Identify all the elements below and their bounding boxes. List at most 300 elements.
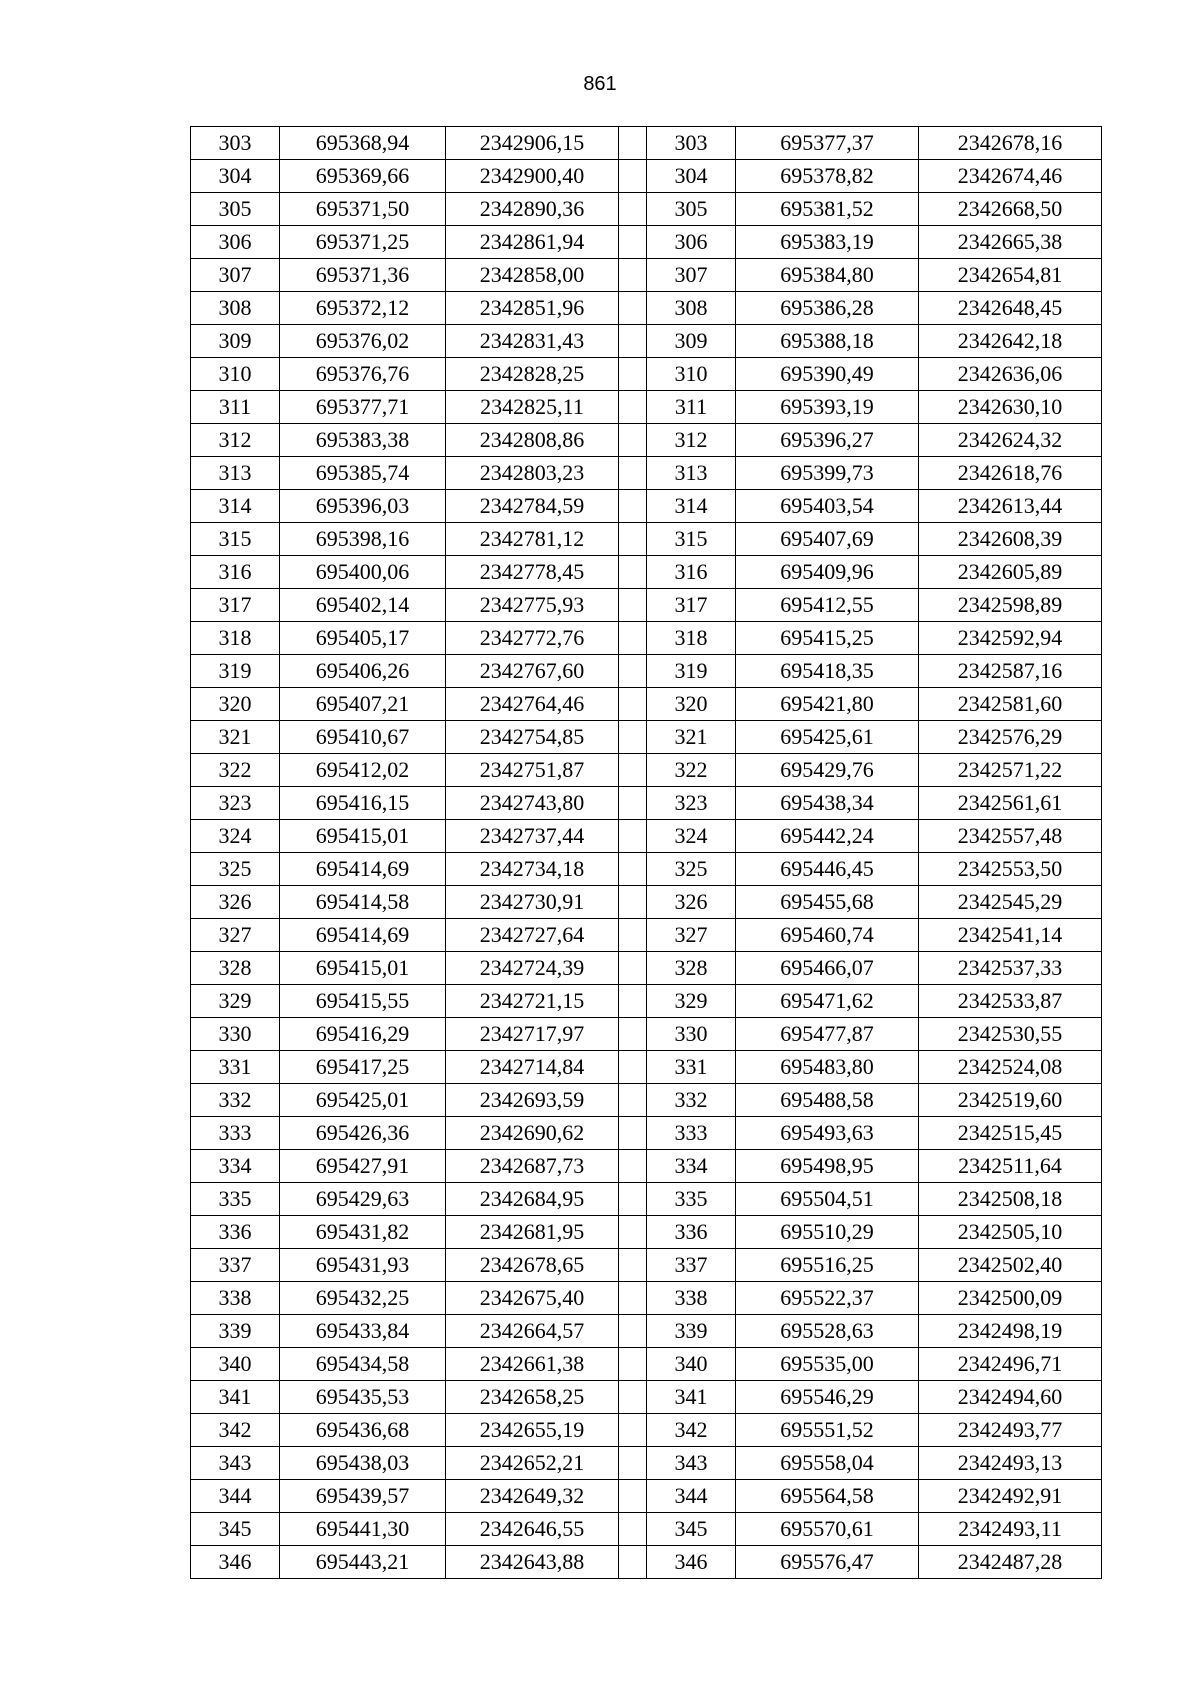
- right-y-coordinate-cell: 2342511,64: [919, 1150, 1102, 1183]
- left-point-number-cell: 335: [191, 1183, 280, 1216]
- left-x-coordinate-cell: 695369,66: [280, 160, 446, 193]
- right-y-coordinate-cell: 2342498,19: [919, 1315, 1102, 1348]
- right-point-number-cell: 313: [647, 457, 736, 490]
- right-y-coordinate-cell: 2342668,50: [919, 193, 1102, 226]
- right-point-number-cell: 346: [647, 1546, 736, 1579]
- right-point-number-cell: 342: [647, 1414, 736, 1447]
- right-point-number-cell: 306: [647, 226, 736, 259]
- left-x-coordinate-cell: 695417,25: [280, 1051, 446, 1084]
- left-x-coordinate-cell: 695415,01: [280, 820, 446, 853]
- right-y-coordinate-cell: 2342571,22: [919, 754, 1102, 787]
- right-y-coordinate-cell: 2342533,87: [919, 985, 1102, 1018]
- right-point-number-cell: 305: [647, 193, 736, 226]
- left-y-coordinate-cell: 2342890,36: [446, 193, 619, 226]
- right-y-coordinate-cell: 2342598,89: [919, 589, 1102, 622]
- left-point-number-cell: 346: [191, 1546, 280, 1579]
- left-point-number-cell: 339: [191, 1315, 280, 1348]
- left-y-coordinate-cell: 2342721,15: [446, 985, 619, 1018]
- table-row: [191, 1315, 1102, 1348]
- table-row: [191, 919, 1102, 952]
- table-row: [191, 1480, 1102, 1513]
- right-point-number-cell: 307: [647, 259, 736, 292]
- blank-separator-cell: [619, 1381, 647, 1414]
- right-point-number-cell: 330: [647, 1018, 736, 1051]
- table-row: [191, 391, 1102, 424]
- left-point-number-cell: 307: [191, 259, 280, 292]
- blank-separator-cell: [619, 1348, 647, 1381]
- left-y-coordinate-cell: 2342906,15: [446, 127, 619, 160]
- table-row: [191, 1381, 1102, 1414]
- right-x-coordinate-cell: 695522,37: [736, 1282, 919, 1315]
- left-point-number-cell: 309: [191, 325, 280, 358]
- table-row: [191, 358, 1102, 391]
- left-point-number-cell: 317: [191, 589, 280, 622]
- right-y-coordinate-cell: 2342519,60: [919, 1084, 1102, 1117]
- left-x-coordinate-cell: 695372,12: [280, 292, 446, 325]
- left-point-number-cell: 312: [191, 424, 280, 457]
- right-y-coordinate-cell: 2342487,28: [919, 1546, 1102, 1579]
- right-x-coordinate-cell: 695381,52: [736, 193, 919, 226]
- blank-separator-cell: [619, 325, 647, 358]
- left-x-coordinate-cell: 695435,53: [280, 1381, 446, 1414]
- table-row: [191, 655, 1102, 688]
- table-row: [191, 424, 1102, 457]
- blank-separator-cell: [619, 787, 647, 820]
- table-row: [191, 985, 1102, 1018]
- table-row: [191, 1414, 1102, 1447]
- right-point-number-cell: 309: [647, 325, 736, 358]
- left-x-coordinate-cell: 695414,69: [280, 853, 446, 886]
- right-point-number-cell: 343: [647, 1447, 736, 1480]
- left-y-coordinate-cell: 2342808,86: [446, 424, 619, 457]
- table-row: [191, 127, 1102, 160]
- left-x-coordinate-cell: 695383,38: [280, 424, 446, 457]
- table-row: [191, 622, 1102, 655]
- left-x-coordinate-cell: 695429,63: [280, 1183, 446, 1216]
- left-point-number-cell: 314: [191, 490, 280, 523]
- right-y-coordinate-cell: 2342624,32: [919, 424, 1102, 457]
- left-y-coordinate-cell: 2342775,93: [446, 589, 619, 622]
- left-x-coordinate-cell: 695439,57: [280, 1480, 446, 1513]
- left-x-coordinate-cell: 695443,21: [280, 1546, 446, 1579]
- left-y-coordinate-cell: 2342784,59: [446, 490, 619, 523]
- table-row: [191, 226, 1102, 259]
- left-point-number-cell: 311: [191, 391, 280, 424]
- left-y-coordinate-cell: 2342825,11: [446, 391, 619, 424]
- right-point-number-cell: 334: [647, 1150, 736, 1183]
- blank-separator-cell: [619, 1018, 647, 1051]
- left-point-number-cell: 316: [191, 556, 280, 589]
- blank-separator-cell: [619, 490, 647, 523]
- blank-separator-cell: [619, 1414, 647, 1447]
- left-x-coordinate-cell: 695438,03: [280, 1447, 446, 1480]
- table-row: [191, 1513, 1102, 1546]
- left-point-number-cell: 303: [191, 127, 280, 160]
- left-point-number-cell: 306: [191, 226, 280, 259]
- blank-separator-cell: [619, 1084, 647, 1117]
- blank-separator-cell: [619, 292, 647, 325]
- left-x-coordinate-cell: 695433,84: [280, 1315, 446, 1348]
- right-point-number-cell: 318: [647, 622, 736, 655]
- left-y-coordinate-cell: 2342727,64: [446, 919, 619, 952]
- left-point-number-cell: 322: [191, 754, 280, 787]
- left-x-coordinate-cell: 695416,29: [280, 1018, 446, 1051]
- right-x-coordinate-cell: 695528,63: [736, 1315, 919, 1348]
- left-y-coordinate-cell: 2342737,44: [446, 820, 619, 853]
- blank-separator-cell: [619, 589, 647, 622]
- right-x-coordinate-cell: 695504,51: [736, 1183, 919, 1216]
- left-point-number-cell: 342: [191, 1414, 280, 1447]
- left-point-number-cell: 318: [191, 622, 280, 655]
- table-row: [191, 820, 1102, 853]
- right-y-coordinate-cell: 2342608,39: [919, 523, 1102, 556]
- left-point-number-cell: 344: [191, 1480, 280, 1513]
- table-row: [191, 1216, 1102, 1249]
- right-x-coordinate-cell: 695390,49: [736, 358, 919, 391]
- left-point-number-cell: 336: [191, 1216, 280, 1249]
- right-x-coordinate-cell: 695558,04: [736, 1447, 919, 1480]
- table-row: [191, 1183, 1102, 1216]
- left-x-coordinate-cell: 695377,71: [280, 391, 446, 424]
- blank-separator-cell: [619, 457, 647, 490]
- right-x-coordinate-cell: 695393,19: [736, 391, 919, 424]
- right-point-number-cell: 319: [647, 655, 736, 688]
- right-point-number-cell: 335: [647, 1183, 736, 1216]
- left-x-coordinate-cell: 695407,21: [280, 688, 446, 721]
- right-x-coordinate-cell: 695418,35: [736, 655, 919, 688]
- blank-separator-cell: [619, 1480, 647, 1513]
- left-y-coordinate-cell: 2342693,59: [446, 1084, 619, 1117]
- table-row: [191, 457, 1102, 490]
- blank-separator-cell: [619, 919, 647, 952]
- right-x-coordinate-cell: 695438,34: [736, 787, 919, 820]
- page-number: 861: [583, 73, 617, 95]
- left-y-coordinate-cell: 2342772,76: [446, 622, 619, 655]
- right-y-coordinate-cell: 2342545,29: [919, 886, 1102, 919]
- table-row: [191, 952, 1102, 985]
- coordinates-table-body: [191, 127, 1102, 1579]
- right-point-number-cell: 311: [647, 391, 736, 424]
- blank-separator-cell: [619, 754, 647, 787]
- table-row: [191, 853, 1102, 886]
- blank-separator-cell: [619, 1117, 647, 1150]
- left-point-number-cell: 332: [191, 1084, 280, 1117]
- right-y-coordinate-cell: 2342605,89: [919, 556, 1102, 589]
- left-y-coordinate-cell: 2342661,38: [446, 1348, 619, 1381]
- right-y-coordinate-cell: 2342500,09: [919, 1282, 1102, 1315]
- right-x-coordinate-cell: 695576,47: [736, 1546, 919, 1579]
- right-y-coordinate-cell: 2342678,16: [919, 127, 1102, 160]
- blank-separator-cell: [619, 226, 647, 259]
- table-row: [191, 787, 1102, 820]
- right-x-coordinate-cell: 695409,96: [736, 556, 919, 589]
- right-y-coordinate-cell: 2342557,48: [919, 820, 1102, 853]
- left-point-number-cell: 340: [191, 1348, 280, 1381]
- left-y-coordinate-cell: 2342781,12: [446, 523, 619, 556]
- left-x-coordinate-cell: 695402,14: [280, 589, 446, 622]
- right-point-number-cell: 325: [647, 853, 736, 886]
- left-y-coordinate-cell: 2342767,60: [446, 655, 619, 688]
- blank-separator-cell: [619, 1447, 647, 1480]
- right-point-number-cell: 326: [647, 886, 736, 919]
- left-point-number-cell: 310: [191, 358, 280, 391]
- table-row: [191, 1282, 1102, 1315]
- right-point-number-cell: 339: [647, 1315, 736, 1348]
- blank-separator-cell: [619, 127, 647, 160]
- left-y-coordinate-cell: 2342690,62: [446, 1117, 619, 1150]
- right-point-number-cell: 340: [647, 1348, 736, 1381]
- table-row: [191, 523, 1102, 556]
- left-x-coordinate-cell: 695415,55: [280, 985, 446, 1018]
- right-x-coordinate-cell: 695460,74: [736, 919, 919, 952]
- blank-separator-cell: [619, 160, 647, 193]
- blank-separator-cell: [619, 985, 647, 1018]
- blank-separator-cell: [619, 1282, 647, 1315]
- left-x-coordinate-cell: 695415,01: [280, 952, 446, 985]
- left-point-number-cell: 333: [191, 1117, 280, 1150]
- left-point-number-cell: 304: [191, 160, 280, 193]
- right-point-number-cell: 324: [647, 820, 736, 853]
- left-y-coordinate-cell: 2342658,25: [446, 1381, 619, 1414]
- left-point-number-cell: 338: [191, 1282, 280, 1315]
- right-x-coordinate-cell: 695407,69: [736, 523, 919, 556]
- right-x-coordinate-cell: 695564,58: [736, 1480, 919, 1513]
- right-y-coordinate-cell: 2342553,50: [919, 853, 1102, 886]
- right-x-coordinate-cell: 695403,54: [736, 490, 919, 523]
- right-point-number-cell: 322: [647, 754, 736, 787]
- right-y-coordinate-cell: 2342524,08: [919, 1051, 1102, 1084]
- right-x-coordinate-cell: 695455,68: [736, 886, 919, 919]
- left-y-coordinate-cell: 2342861,94: [446, 226, 619, 259]
- left-y-coordinate-cell: 2342828,25: [446, 358, 619, 391]
- left-point-number-cell: 313: [191, 457, 280, 490]
- left-y-coordinate-cell: 2342649,32: [446, 1480, 619, 1513]
- left-x-coordinate-cell: 695396,03: [280, 490, 446, 523]
- left-y-coordinate-cell: 2342717,97: [446, 1018, 619, 1051]
- table-row: [191, 490, 1102, 523]
- right-y-coordinate-cell: 2342665,38: [919, 226, 1102, 259]
- right-x-coordinate-cell: 695498,95: [736, 1150, 919, 1183]
- blank-separator-cell: [619, 1315, 647, 1348]
- left-point-number-cell: 334: [191, 1150, 280, 1183]
- left-y-coordinate-cell: 2342714,84: [446, 1051, 619, 1084]
- left-x-coordinate-cell: 695376,02: [280, 325, 446, 358]
- left-y-coordinate-cell: 2342687,73: [446, 1150, 619, 1183]
- left-x-coordinate-cell: 695371,25: [280, 226, 446, 259]
- table-row: [191, 1084, 1102, 1117]
- right-point-number-cell: 316: [647, 556, 736, 589]
- left-x-coordinate-cell: 695432,25: [280, 1282, 446, 1315]
- left-y-coordinate-cell: 2342751,87: [446, 754, 619, 787]
- right-point-number-cell: 327: [647, 919, 736, 952]
- table-row: [191, 1117, 1102, 1150]
- right-y-coordinate-cell: 2342494,60: [919, 1381, 1102, 1414]
- right-point-number-cell: 328: [647, 952, 736, 985]
- blank-separator-cell: [619, 1150, 647, 1183]
- left-y-coordinate-cell: 2342831,43: [446, 325, 619, 358]
- left-x-coordinate-cell: 695414,58: [280, 886, 446, 919]
- blank-separator-cell: [619, 853, 647, 886]
- right-y-coordinate-cell: 2342537,33: [919, 952, 1102, 985]
- right-point-number-cell: 303: [647, 127, 736, 160]
- right-y-coordinate-cell: 2342592,94: [919, 622, 1102, 655]
- right-y-coordinate-cell: 2342613,44: [919, 490, 1102, 523]
- left-x-coordinate-cell: 695412,02: [280, 754, 446, 787]
- table-row: [191, 754, 1102, 787]
- blank-separator-cell: [619, 1513, 647, 1546]
- table-row: [191, 325, 1102, 358]
- left-point-number-cell: 331: [191, 1051, 280, 1084]
- right-point-number-cell: 314: [647, 490, 736, 523]
- right-y-coordinate-cell: 2342648,45: [919, 292, 1102, 325]
- left-point-number-cell: 305: [191, 193, 280, 226]
- left-point-number-cell: 345: [191, 1513, 280, 1546]
- left-point-number-cell: 324: [191, 820, 280, 853]
- right-x-coordinate-cell: 695570,61: [736, 1513, 919, 1546]
- left-y-coordinate-cell: 2342646,55: [446, 1513, 619, 1546]
- blank-separator-cell: [619, 424, 647, 457]
- right-point-number-cell: 338: [647, 1282, 736, 1315]
- right-x-coordinate-cell: 695383,19: [736, 226, 919, 259]
- table-row: [191, 1348, 1102, 1381]
- right-y-coordinate-cell: 2342618,76: [919, 457, 1102, 490]
- left-y-coordinate-cell: 2342675,40: [446, 1282, 619, 1315]
- left-x-coordinate-cell: 695436,68: [280, 1414, 446, 1447]
- right-x-coordinate-cell: 695429,76: [736, 754, 919, 787]
- left-y-coordinate-cell: 2342858,00: [446, 259, 619, 292]
- left-x-coordinate-cell: 695368,94: [280, 127, 446, 160]
- right-x-coordinate-cell: 695377,37: [736, 127, 919, 160]
- table-row: [191, 721, 1102, 754]
- left-point-number-cell: 321: [191, 721, 280, 754]
- right-y-coordinate-cell: 2342581,60: [919, 688, 1102, 721]
- right-y-coordinate-cell: 2342561,61: [919, 787, 1102, 820]
- left-x-coordinate-cell: 695371,50: [280, 193, 446, 226]
- table-row: [191, 259, 1102, 292]
- table-row: [191, 589, 1102, 622]
- right-x-coordinate-cell: 695493,63: [736, 1117, 919, 1150]
- coordinates-table: [190, 126, 1102, 1579]
- left-point-number-cell: 308: [191, 292, 280, 325]
- right-x-coordinate-cell: 695388,18: [736, 325, 919, 358]
- table-row: [191, 160, 1102, 193]
- right-point-number-cell: 344: [647, 1480, 736, 1513]
- left-y-coordinate-cell: 2342754,85: [446, 721, 619, 754]
- right-x-coordinate-cell: 695378,82: [736, 160, 919, 193]
- left-x-coordinate-cell: 695406,26: [280, 655, 446, 688]
- table-row: [191, 688, 1102, 721]
- left-point-number-cell: 328: [191, 952, 280, 985]
- right-y-coordinate-cell: 2342515,45: [919, 1117, 1102, 1150]
- right-x-coordinate-cell: 695412,55: [736, 589, 919, 622]
- right-y-coordinate-cell: 2342493,11: [919, 1513, 1102, 1546]
- right-point-number-cell: 323: [647, 787, 736, 820]
- left-point-number-cell: 320: [191, 688, 280, 721]
- right-y-coordinate-cell: 2342508,18: [919, 1183, 1102, 1216]
- right-x-coordinate-cell: 695535,00: [736, 1348, 919, 1381]
- left-point-number-cell: 341: [191, 1381, 280, 1414]
- left-point-number-cell: 323: [191, 787, 280, 820]
- left-y-coordinate-cell: 2342764,46: [446, 688, 619, 721]
- right-point-number-cell: 337: [647, 1249, 736, 1282]
- right-y-coordinate-cell: 2342642,18: [919, 325, 1102, 358]
- right-x-coordinate-cell: 695446,45: [736, 853, 919, 886]
- right-point-number-cell: 315: [647, 523, 736, 556]
- left-point-number-cell: 319: [191, 655, 280, 688]
- left-point-number-cell: 327: [191, 919, 280, 952]
- right-y-coordinate-cell: 2342505,10: [919, 1216, 1102, 1249]
- left-x-coordinate-cell: 695376,76: [280, 358, 446, 391]
- left-x-coordinate-cell: 695431,93: [280, 1249, 446, 1282]
- blank-separator-cell: [619, 259, 647, 292]
- table-row: [191, 886, 1102, 919]
- table-row: [191, 1249, 1102, 1282]
- right-x-coordinate-cell: 695415,25: [736, 622, 919, 655]
- left-x-coordinate-cell: 695425,01: [280, 1084, 446, 1117]
- left-x-coordinate-cell: 695431,82: [280, 1216, 446, 1249]
- left-x-coordinate-cell: 695441,30: [280, 1513, 446, 1546]
- blank-separator-cell: [619, 1249, 647, 1282]
- blank-separator-cell: [619, 391, 647, 424]
- right-point-number-cell: 341: [647, 1381, 736, 1414]
- right-y-coordinate-cell: 2342636,06: [919, 358, 1102, 391]
- right-x-coordinate-cell: 695396,27: [736, 424, 919, 457]
- right-point-number-cell: 331: [647, 1051, 736, 1084]
- left-x-coordinate-cell: 695371,36: [280, 259, 446, 292]
- table-row: [191, 1546, 1102, 1579]
- blank-separator-cell: [619, 1051, 647, 1084]
- right-x-coordinate-cell: 695516,25: [736, 1249, 919, 1282]
- left-y-coordinate-cell: 2342652,21: [446, 1447, 619, 1480]
- blank-separator-cell: [619, 622, 647, 655]
- left-x-coordinate-cell: 695405,17: [280, 622, 446, 655]
- right-point-number-cell: 312: [647, 424, 736, 457]
- blank-separator-cell: [619, 556, 647, 589]
- right-y-coordinate-cell: 2342496,71: [919, 1348, 1102, 1381]
- right-point-number-cell: 332: [647, 1084, 736, 1117]
- left-point-number-cell: 329: [191, 985, 280, 1018]
- left-point-number-cell: 343: [191, 1447, 280, 1480]
- right-x-coordinate-cell: 695421,80: [736, 688, 919, 721]
- table-row: [191, 556, 1102, 589]
- left-y-coordinate-cell: 2342681,95: [446, 1216, 619, 1249]
- right-point-number-cell: 329: [647, 985, 736, 1018]
- right-x-coordinate-cell: 695466,07: [736, 952, 919, 985]
- blank-separator-cell: [619, 655, 647, 688]
- left-y-coordinate-cell: 2342734,18: [446, 853, 619, 886]
- blank-separator-cell: [619, 358, 647, 391]
- left-x-coordinate-cell: 695416,15: [280, 787, 446, 820]
- left-y-coordinate-cell: 2342900,40: [446, 160, 619, 193]
- left-y-coordinate-cell: 2342678,65: [446, 1249, 619, 1282]
- right-x-coordinate-cell: 695425,61: [736, 721, 919, 754]
- right-y-coordinate-cell: 2342630,10: [919, 391, 1102, 424]
- left-point-number-cell: 330: [191, 1018, 280, 1051]
- right-point-number-cell: 310: [647, 358, 736, 391]
- left-y-coordinate-cell: 2342743,80: [446, 787, 619, 820]
- left-point-number-cell: 315: [191, 523, 280, 556]
- left-x-coordinate-cell: 695434,58: [280, 1348, 446, 1381]
- right-x-coordinate-cell: 695488,58: [736, 1084, 919, 1117]
- right-x-coordinate-cell: 695551,52: [736, 1414, 919, 1447]
- table-row: [191, 1150, 1102, 1183]
- blank-separator-cell: [619, 688, 647, 721]
- left-x-coordinate-cell: 695426,36: [280, 1117, 446, 1150]
- table-row: [191, 1018, 1102, 1051]
- left-y-coordinate-cell: 2342730,91: [446, 886, 619, 919]
- left-y-coordinate-cell: 2342664,57: [446, 1315, 619, 1348]
- left-point-number-cell: 326: [191, 886, 280, 919]
